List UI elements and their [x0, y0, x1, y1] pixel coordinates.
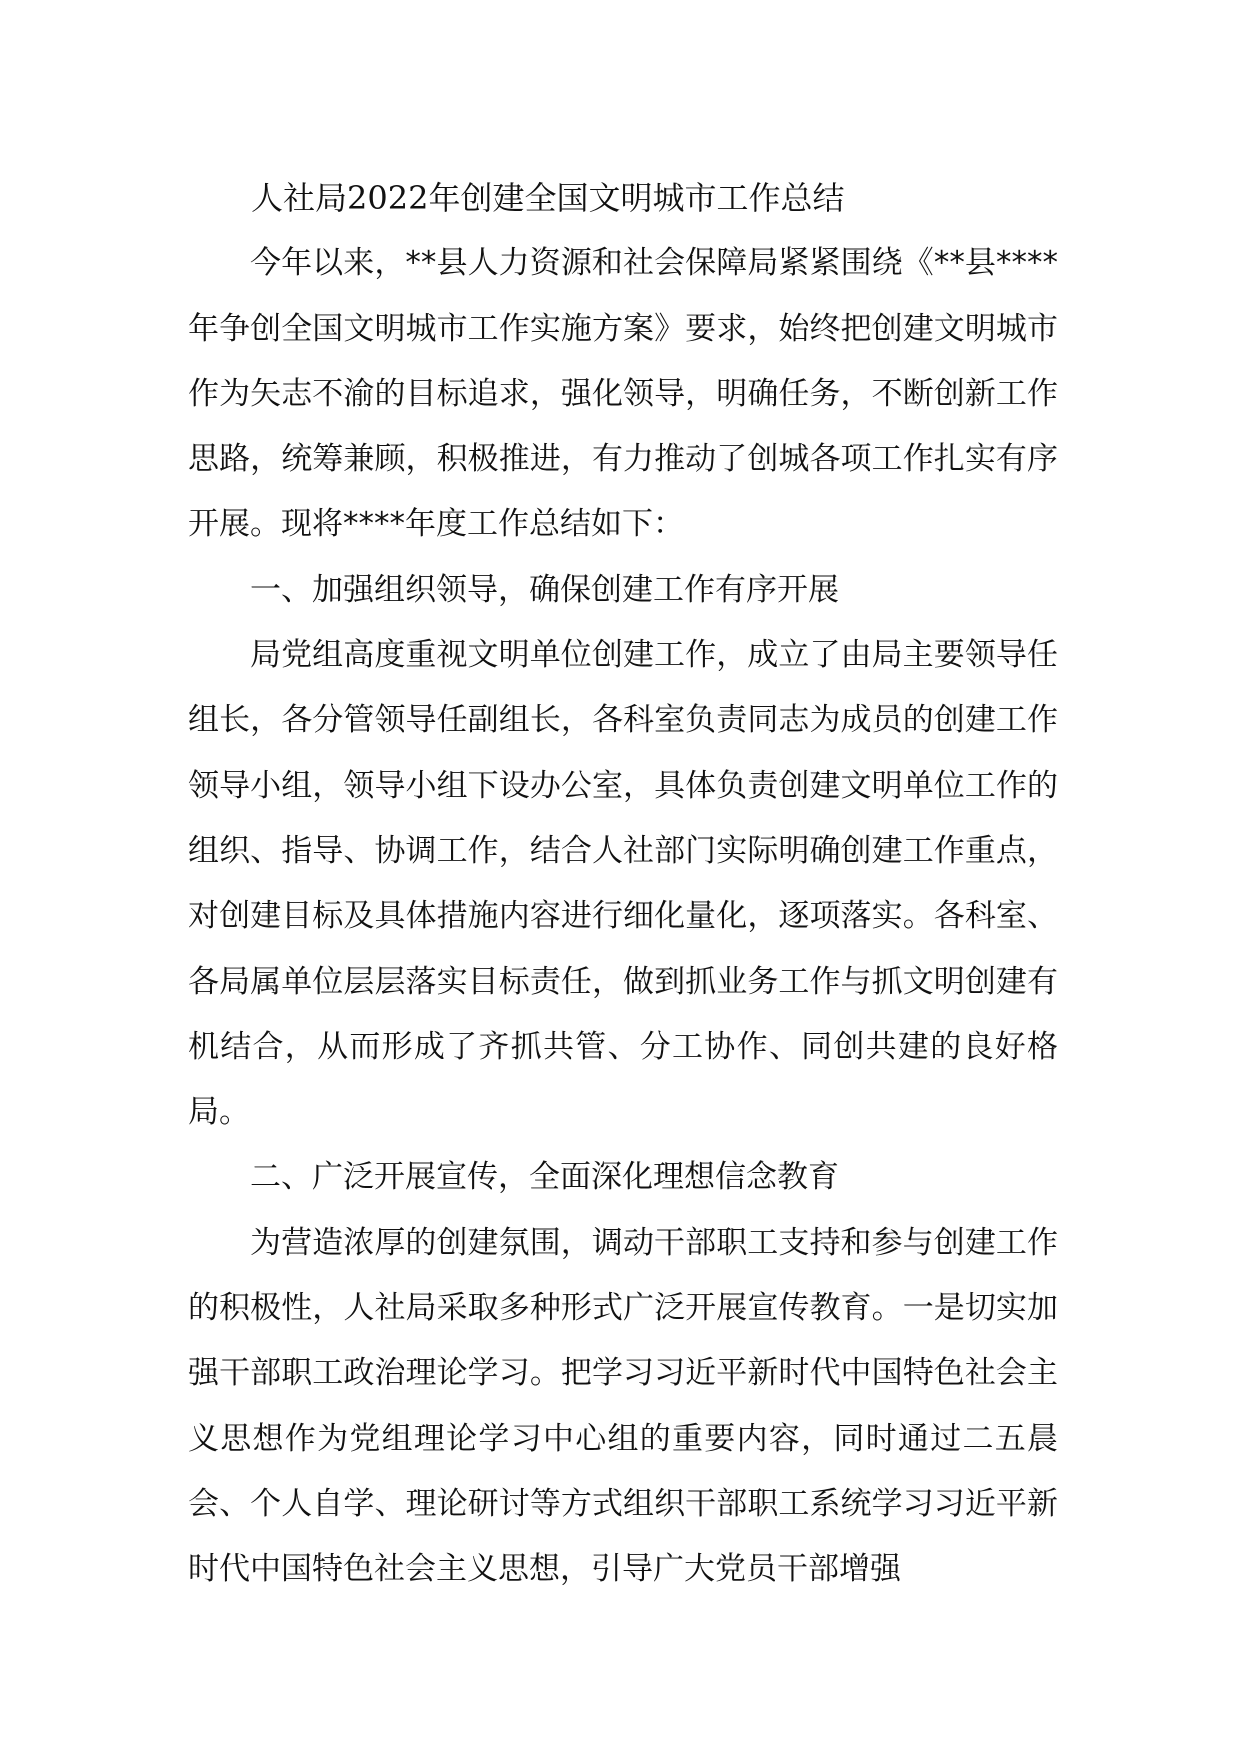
section-2-heading: 二、广泛开展宣传，全面深化理想信念教育 — [250, 1159, 839, 1196]
section-1-paragraph: 局党组高度重视文明单位创建工作，成立了由局主要领导任组长，各分管领导任副组长，各科室负责同志为成员的创建工作领导小组，领导小组下设办公室，具体负责创建文明单位工作的组织、指导、协调工作，结合人社部门实际明确创建工作重点，对创建目标及具体措施内容进行细化量化，逐项落实。各科室、各局属单位层层落实目标责任，做到抓业务工作与抓文明创建有机结合，从而形成了齐抓共管、分工协作、同创共建的良好格局。 — [188, 637, 1058, 1131]
intro-paragraph: 今年以来，**县人力资源和社会保障局紧紧围绕《**县****年争创全国文明城市工作实施方案》要求，始终把创建文明城市作为矢志不渝的目标追求，强化领导，明确任务，不断创新工作思路，统筹兼顾，积极推进，有力推动了创城各项工作扎实有序开展。现将****年度工作总结如下： — [188, 245, 1058, 543]
title-year: 2022 — [347, 179, 429, 217]
section-2-paragraph: 为营造浓厚的创建氛围，调动干部职工支持和参与创建工作的积极性，人社局采取多种形式广泛开展宣传教育。一是切实加强干部职工政治理论学习。把学习习近平新时代中国特色社会主义思想作为党组理论学习中心组的重要内容，同时通过二五晨会、个人自学、理论研讨等方式组织干部职工系统学习习近平新时代中国特色社会主义思想，引导广大党员干部增强 — [188, 1224, 1058, 1588]
document-title — [188, 166, 1058, 231]
title-prefix: 人社局 — [251, 179, 348, 217]
title-suffix: 年创建全国文明城市工作总结 — [428, 179, 845, 217]
section-1-heading: 一、加强组织领导，确保创建工作有序开展 — [250, 571, 839, 608]
document-body — [188, 166, 1058, 1603]
